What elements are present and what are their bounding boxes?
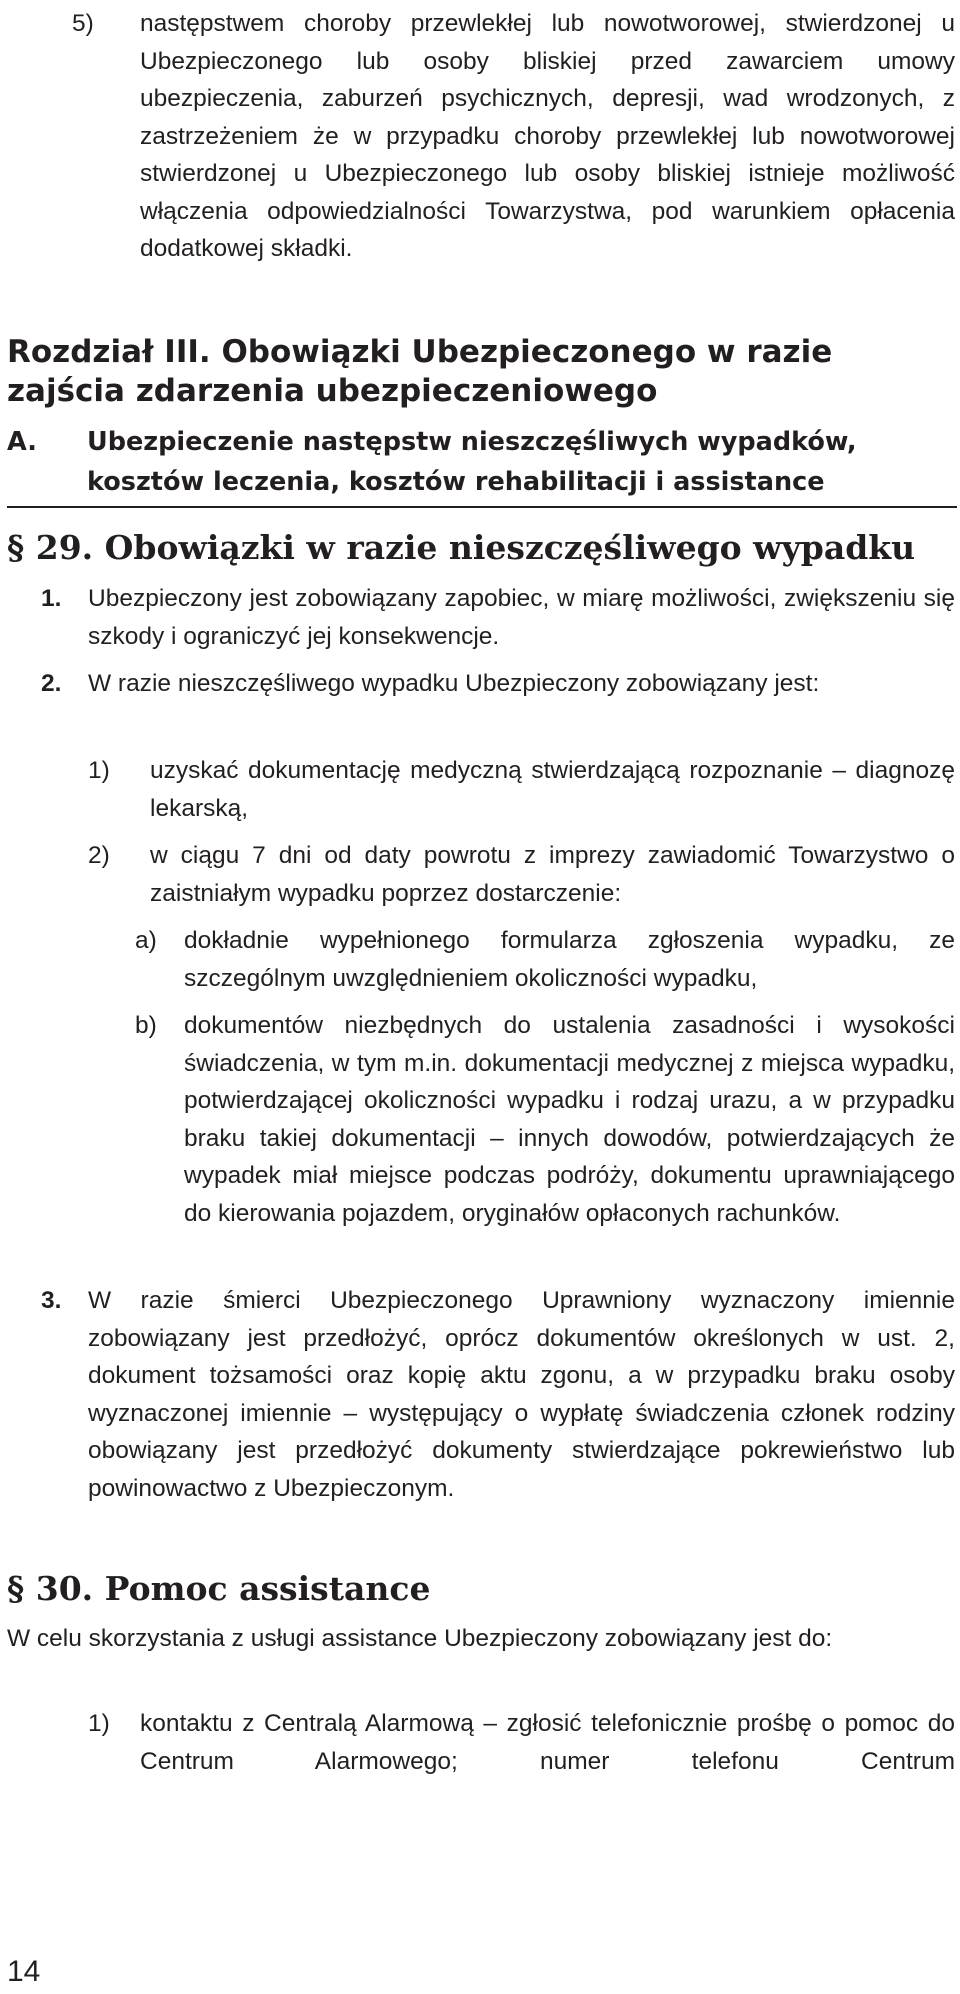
section-title: Ubezpieczenie następstw nieszczęśliwych wypadków, kosztów leczenia, kosztów rehabilitacji i assistance <box>87 427 857 497</box>
paragraph-heading: § 29. Obowiązki w razie nieszczęśliwego wypadku <box>7 528 916 567</box>
list-item-text: kontaktu z Centralą Alarmową – zgłosić telefonicznie prośbę o pomoc do Centrum Alarmowego; numer telefonu Centrum <box>140 1710 955 1775</box>
list-item-text: uzyskać dokumentację medyczną stwierdzającą rozpoznanie – diagnozę lekarską, <box>150 757 955 822</box>
list-item-text: w ciągu 7 dni od daty powrotu z imprezy zawiadomić Towarzystwo o zaistniałym wypadku poprzez dostarczenie: <box>150 842 955 907</box>
list-number: 1. <box>41 585 62 612</box>
section-letter: A. <box>7 427 37 457</box>
list-letter: b) <box>135 1012 157 1039</box>
list-number: 2) <box>88 842 110 869</box>
paragraph-heading: § 30. Pomoc assistance <box>7 1569 431 1608</box>
list-letter: a) <box>135 927 157 954</box>
list-number: 5) <box>72 10 94 37</box>
list-item-text: Ubezpieczony jest zobowiązany zapobiec, w miarę możliwości, zwiększeniu się szkody i ograniczyć jej konsekwencje. <box>88 585 955 650</box>
list-item-text: następstwem choroby przewlekłej lub nowotworowej, stwierdzonej u Ubezpieczonego lub osoby bliskiej przed zawarciem umowy ubezpieczenia, zaburzeń psychicznych, depresji, wad wrodzonych, z zastrzeżeniem że w przypadku choroby przewlekłej lub nowotworowej stwierdzonej u Ubezpieczonego lub osoby bliskiej istnieje możliwość włączenia odpowiedzialności Towarzystwa, pod warunkiem opłacenia dodatkowej składki. <box>140 10 955 262</box>
list-number: 1) <box>88 757 110 784</box>
chapter-title: Rozdział III. Obowiązki Ubezpieczonego w razie zajścia zdarzenia ubezpieczeniowego <box>7 334 833 409</box>
page-number: 14 <box>7 1955 41 1988</box>
section-divider <box>7 506 957 508</box>
list-item-text: W razie nieszczęśliwego wypadku Ubezpieczony zobowiązany jest: <box>88 670 820 697</box>
list-item-text: dokładnie wypełnionego formularza zgłoszenia wypadku, ze szczególnym uwzględnieniem okoliczności wypadku, <box>184 927 955 992</box>
list-item-text: dokumentów niezbędnych do ustalenia zasadności i wysokości świadczenia, w tym m.in. dokumentacji medycznej z miejsca wypadku, potwierdzającej okoliczności wypadku i rodzaj urazu, a w przypadku braku takiej dokumentacji – innych dowodów, potwierdzających że wypadek miał miejsce podczas podróży, dokumentu uprawniającego do kierowania pojazdem, oryginałów opłaconych rachunków. <box>184 1012 955 1227</box>
list-number: 1) <box>88 1710 110 1737</box>
list-number: 3. <box>41 1287 62 1314</box>
list-item-text: W razie śmierci Ubezpieczonego Uprawniony wyznaczony imiennie zobowiązany jest przedłożyć, oprócz dokumentów określonych w ust. 2, dokument tożsamości oraz kopię aktu zgonu, a w przypadku braku osoby wyznaczonej imiennie – występujący o wypłatę świadczenia członek rodziny obowiązany jest przedłożyć dokumenty stwierdzające pokrewieństwo lub powinowactwo z Ubezpieczonym. <box>88 1287 955 1502</box>
paragraph-text: W celu skorzystania z usługi assistance Ubezpieczony zobowiązany jest do: <box>7 1625 833 1652</box>
list-number: 2. <box>41 670 62 697</box>
